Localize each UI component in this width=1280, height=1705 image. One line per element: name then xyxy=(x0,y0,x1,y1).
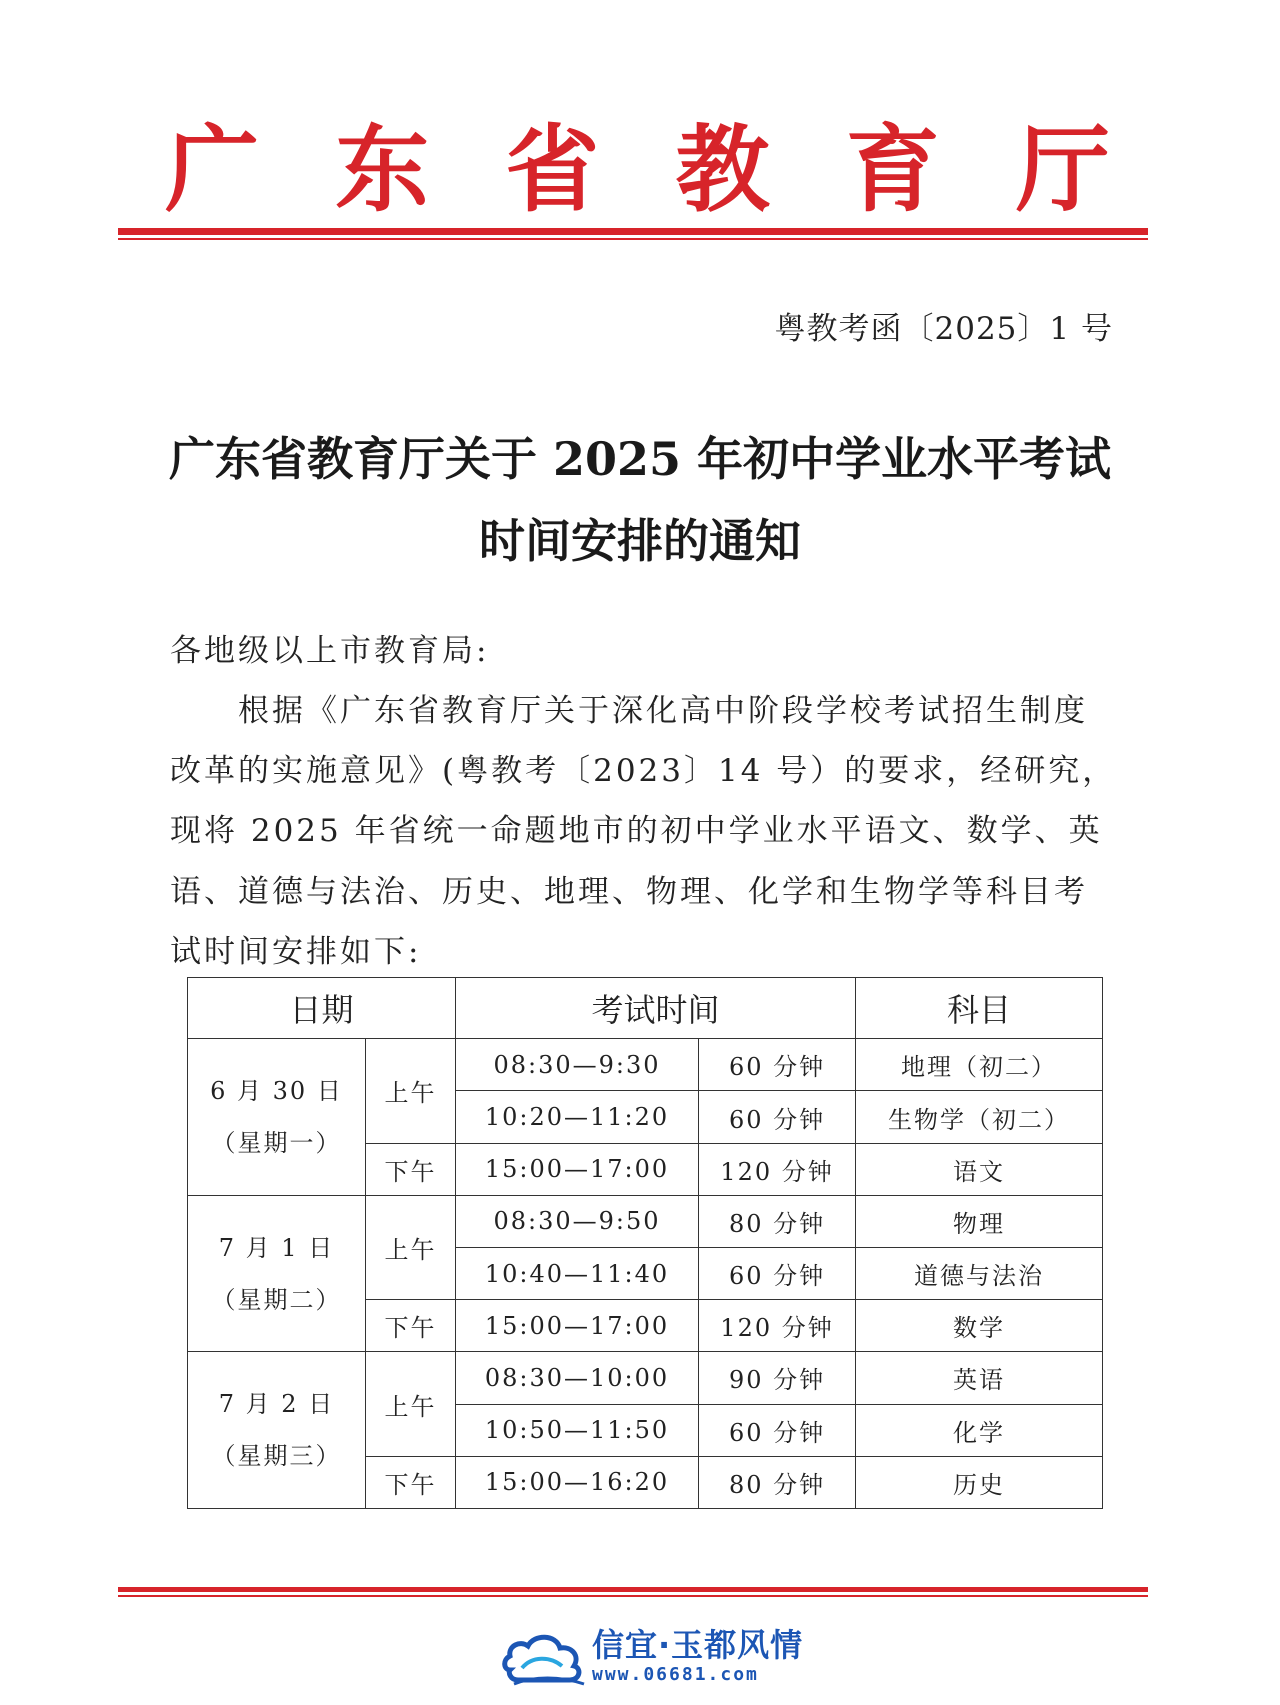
period-cell: 下午 xyxy=(366,1456,456,1508)
duration-cell: 120 分钟 xyxy=(699,1143,856,1195)
table-row xyxy=(188,1039,1103,1091)
paragraph-line: 改革的实施意见》(粤教考〔2023〕14 号）的要求，经研究， xyxy=(170,753,1117,789)
period-cell: 上午 xyxy=(366,1039,456,1143)
subject-cell: 英语 xyxy=(856,1352,1103,1404)
date-cell xyxy=(188,1352,366,1509)
weekday-text: （星期三） xyxy=(211,1442,342,1471)
duration-cell: 60 分钟 xyxy=(699,1039,856,1091)
cloud-logo-icon xyxy=(500,1626,596,1690)
duration-cell: 80 分钟 xyxy=(699,1456,856,1508)
time-cell: 10:40—11:40 xyxy=(456,1247,699,1299)
subject-cell: 化学 xyxy=(856,1404,1103,1456)
paragraph-line: 根据《广东省教育厅关于深化高中阶段学校考试招生制度 xyxy=(238,693,1088,729)
exam-schedule-table xyxy=(187,977,1103,1509)
header-subject: 科目 xyxy=(856,978,1103,1039)
date-text: 6 月 30 日 xyxy=(210,1077,343,1105)
title-line: 时间安排的通知 xyxy=(479,514,801,568)
time-cell: 15:00—17:00 xyxy=(456,1143,699,1195)
subject-cell: 语文 xyxy=(856,1143,1103,1195)
footer-rule-thick xyxy=(118,1587,1148,1592)
letterhead-char: 广 xyxy=(165,115,260,225)
letterhead-title xyxy=(165,115,1110,225)
subject-cell: 历史 xyxy=(856,1456,1103,1508)
letterhead-char: 教 xyxy=(675,115,770,225)
time-cell: 08:30—10:00 xyxy=(456,1352,699,1404)
duration-cell: 60 分钟 xyxy=(699,1404,856,1456)
subject-cell: 道德与法治 xyxy=(856,1247,1103,1299)
title-line: 广东省教育厅关于 2025 年初中学业水平考试 xyxy=(168,432,1112,486)
letterhead-char: 东 xyxy=(335,115,430,225)
letterhead-rule-thick xyxy=(118,228,1148,235)
period-cell: 上午 xyxy=(366,1195,456,1299)
letterhead-char: 省 xyxy=(505,115,600,225)
paragraph-line: 语、道德与法治、历史、地理、物理、化学和生物学等科目考 xyxy=(170,874,1088,910)
weekday-text: （星期一） xyxy=(211,1129,342,1157)
header-exam-time: 考试时间 xyxy=(456,978,856,1039)
paragraph-line: 现将 2025 年省统一命题地市的初中学业水平语文、数学、英 xyxy=(170,813,1103,849)
date-cell xyxy=(188,1039,366,1196)
header-date: 日期 xyxy=(188,978,456,1039)
period-cell: 下午 xyxy=(366,1300,456,1352)
date-cell xyxy=(188,1195,366,1352)
document-number: 粤教考函〔2025〕1 号 xyxy=(774,311,1113,347)
time-cell: 08:30—9:50 xyxy=(456,1195,699,1247)
subject-cell: 地理（初二） xyxy=(856,1039,1103,1091)
table-header-row xyxy=(188,978,1103,1039)
watermark-url: www.06681.com xyxy=(592,1664,759,1685)
duration-cell: 60 分钟 xyxy=(699,1247,856,1299)
date-text: 7 月 1 日 xyxy=(218,1233,335,1262)
letterhead-char: 育 xyxy=(845,115,940,225)
duration-cell: 80 分钟 xyxy=(699,1195,856,1247)
time-cell: 15:00—17:00 xyxy=(456,1300,699,1352)
time-cell: 15:00—16:20 xyxy=(456,1456,699,1508)
period-cell: 下午 xyxy=(366,1143,456,1195)
duration-cell: 120 分钟 xyxy=(699,1300,856,1352)
site-watermark xyxy=(500,1620,804,1694)
letterhead-rule-thin xyxy=(118,238,1148,240)
watermark-name: 信宜·玉都风情 xyxy=(592,1626,804,1664)
document-title xyxy=(100,418,1180,582)
subject-cell: 生物学（初二） xyxy=(856,1091,1103,1143)
subject-cell: 数学 xyxy=(856,1300,1103,1352)
subject-cell: 物理 xyxy=(856,1195,1103,1247)
date-text: 7 月 2 日 xyxy=(218,1390,335,1419)
time-cell: 08:30—9:30 xyxy=(456,1039,699,1091)
weekday-text: （星期二） xyxy=(211,1285,342,1314)
paragraph-line: 试时间安排如下: xyxy=(170,934,422,970)
time-cell: 10:50—11:50 xyxy=(456,1404,699,1456)
salutation: 各地级以上市教育局: xyxy=(170,633,490,669)
footer-rule-thin xyxy=(118,1595,1148,1597)
table-row xyxy=(188,1195,1103,1247)
table-row xyxy=(188,1352,1103,1404)
letterhead-char: 厅 xyxy=(1015,115,1110,225)
duration-cell: 60 分钟 xyxy=(699,1091,856,1143)
period-cell: 上午 xyxy=(366,1352,456,1456)
duration-cell: 90 分钟 xyxy=(699,1352,856,1404)
time-cell: 10:20—11:20 xyxy=(456,1091,699,1143)
